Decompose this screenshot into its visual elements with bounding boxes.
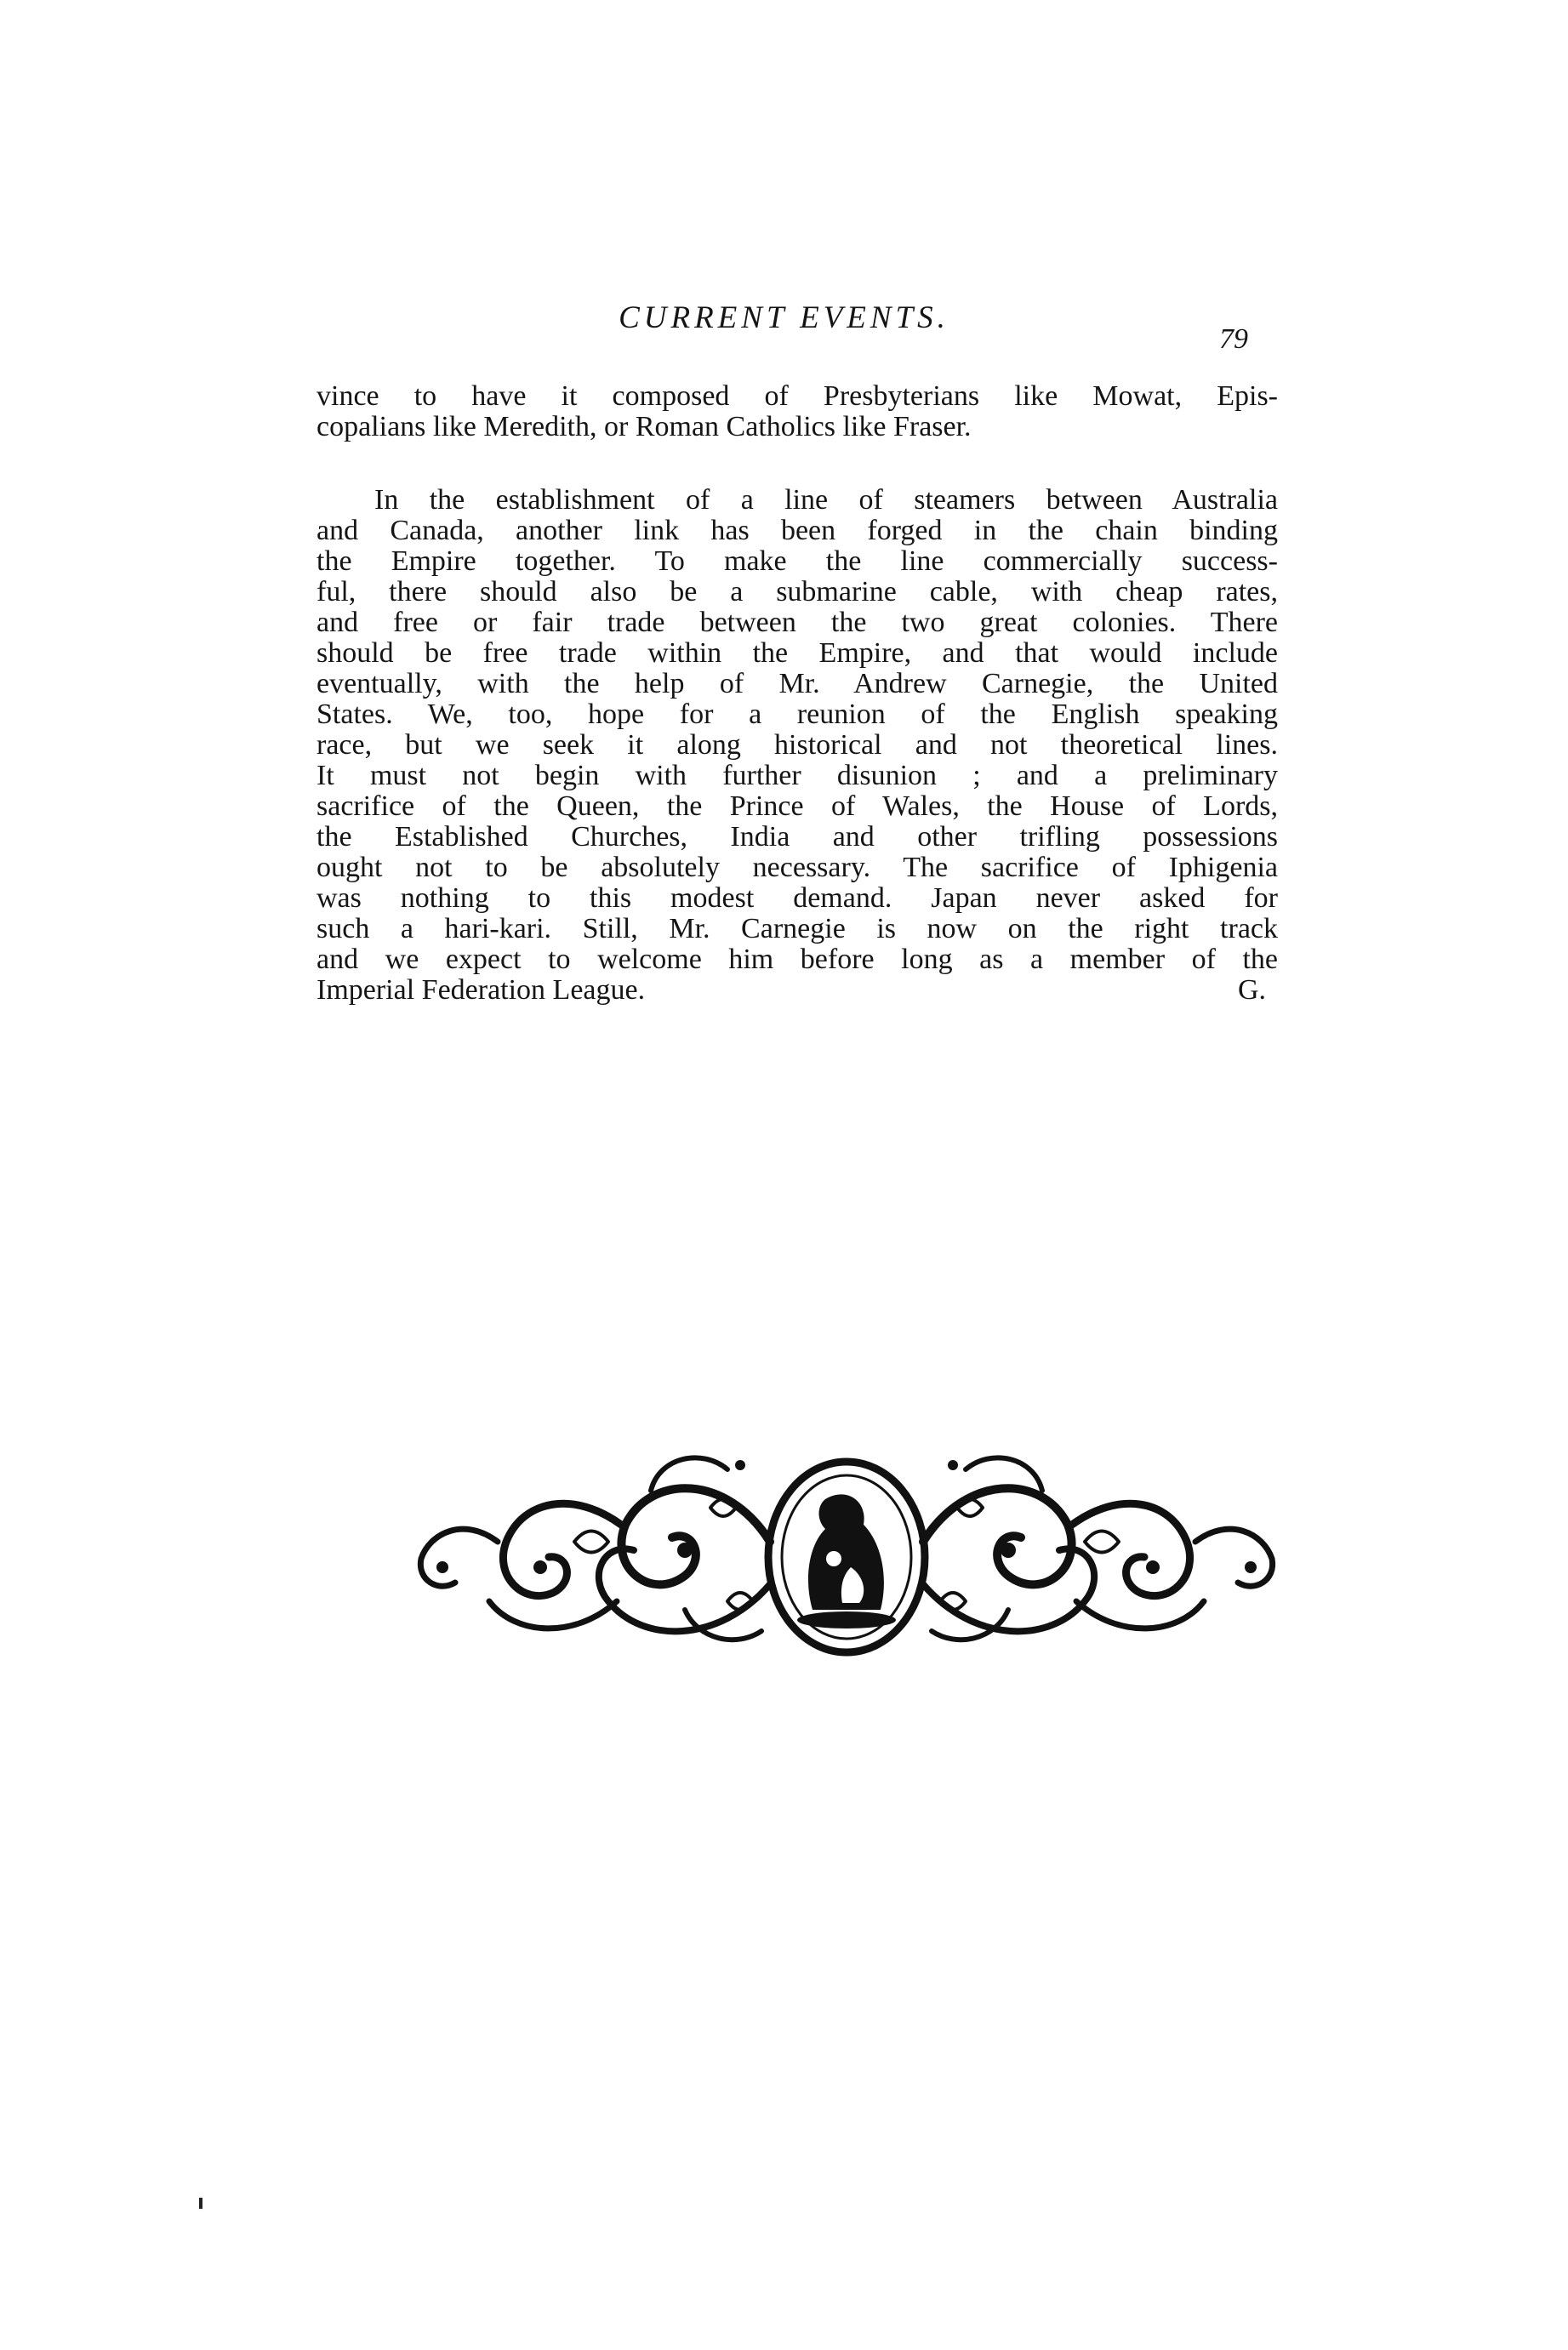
running-head: CURRENT EVENTS. (619, 300, 949, 335)
text-line: copalians like Meredith, or Roman Catholics like Fraser. (316, 412, 972, 442)
text-line (316, 975, 1278, 1006)
text-line: race, but we seek it along historical and not theoretical lines. (316, 730, 1278, 761)
text-line: should be free trade within the Empire, and that would include (316, 638, 1278, 669)
text-line: the Empire together. To make the line commercially success- (316, 546, 1278, 577)
text-line: vince to have it composed of Presbyterians like Mowat, Epis- (316, 381, 1278, 412)
text-line: ful, there should also be a submarine cable, with cheap rates, (316, 577, 1278, 607)
stray-ink-mark (199, 2198, 202, 2209)
text-line: ought not to be absolutely necessary. The sacrifice of Iphigenia (316, 853, 1278, 883)
page-number: 79 (1219, 323, 1248, 355)
text-line: and Canada, another link has been forged in the chain binding (316, 516, 1278, 546)
text-line: States. We, too, hope for a reunion of the English speaking (316, 699, 1278, 730)
text-line: was nothing to this modest demand. Japan never asked for (316, 883, 1278, 914)
text-column (316, 381, 1278, 1006)
paragraph (316, 485, 1278, 1006)
author-signature: G. (1237, 975, 1266, 1006)
text-line: sacrifice of the Queen, the Prince of Wales, the House of Lords, (316, 791, 1278, 822)
closing-line-text: Imperial Federation League. (316, 975, 646, 1006)
paragraph-continued (316, 381, 1278, 442)
text-line: It must not begin with further disunion ; and a preliminary (316, 761, 1278, 791)
text-line: eventually, with the help of Mr. Andrew Carnegie, the United (316, 669, 1278, 699)
text-line: such a hari-kari. Still, Mr. Carnegie is now on the right track (316, 914, 1278, 944)
text-line: and we expect to welcome him before long as a member of the (316, 944, 1278, 975)
text-line: the Established Churches, India and other trifling possessions (316, 822, 1278, 853)
text-line: In the establishment of a line of steamers between Australia (374, 485, 1278, 516)
floral-scroll-tailpiece-icon (404, 1440, 1289, 1669)
text-line: and free or fair trade between the two great colonies. There (316, 607, 1278, 638)
